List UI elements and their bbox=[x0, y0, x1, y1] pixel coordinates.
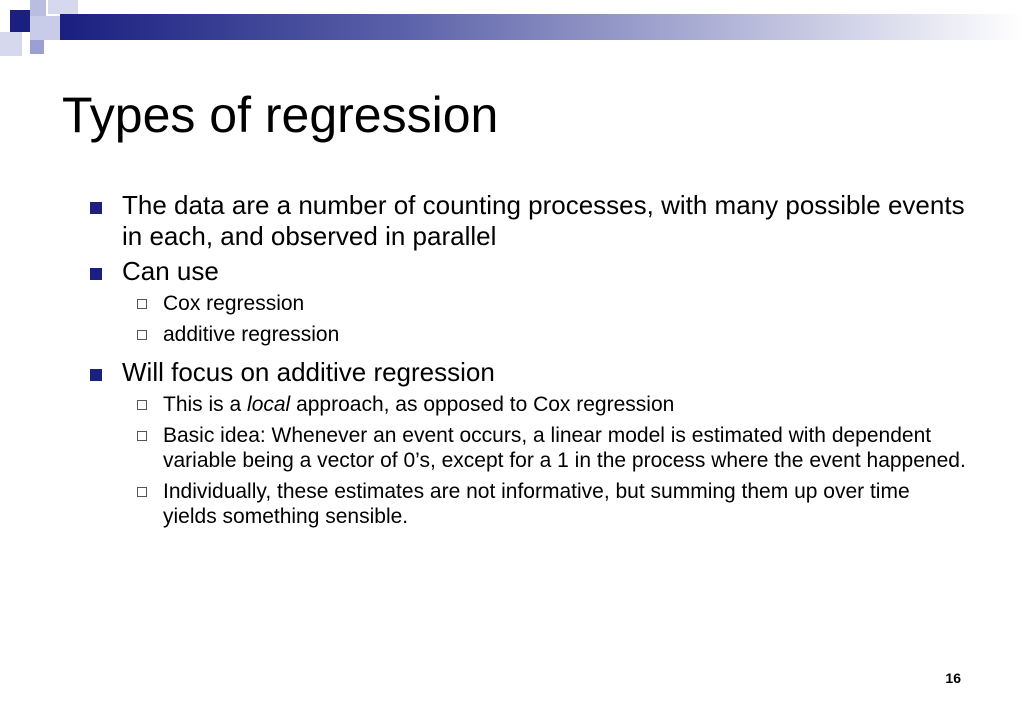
slide-content bbox=[86, 190, 966, 535]
square-bullet-icon bbox=[90, 369, 102, 381]
bullet-item bbox=[86, 256, 966, 287]
sub-bullet-text: Cox regression bbox=[163, 292, 305, 315]
decor-square bbox=[30, 16, 60, 40]
sub-bullet-text: Individually, these estimates are not informative, but summing them up over time yields something sensible. bbox=[163, 480, 910, 528]
slide-title: Types of regression bbox=[62, 87, 499, 143]
hollow-square-bullet-icon bbox=[137, 400, 147, 410]
bullet-text: Can use bbox=[122, 256, 219, 286]
bullet-item bbox=[86, 190, 966, 252]
emphasis-text: local bbox=[247, 393, 291, 416]
header-gradient-bar bbox=[60, 14, 1023, 40]
hollow-square-bullet-icon bbox=[137, 487, 147, 497]
bullet-text: The data are a number of counting processes, with many possible events in each, and observed in parallel bbox=[122, 190, 965, 251]
sub-bullet-text: Basic idea: Whenever an event occurs, a linear model is estimated with dependent variable being a vector of 0’s, except for a 1 in the process where the event happened. bbox=[163, 424, 966, 472]
sub-bullet-item bbox=[86, 322, 966, 347]
bullet-text: Will focus on additive regression bbox=[122, 357, 495, 387]
sub-bullet-text-after: approach, as opposed to Cox regression bbox=[290, 393, 675, 416]
square-bullet-icon bbox=[90, 268, 102, 280]
sub-bullet-text-before: This is a bbox=[163, 393, 248, 416]
decor-square bbox=[10, 10, 32, 32]
decor-square bbox=[48, 0, 78, 14]
page-number: 16 bbox=[945, 670, 961, 686]
decor-square bbox=[0, 32, 22, 56]
header-decoration bbox=[0, 0, 1023, 60]
hollow-square-bullet-icon bbox=[137, 299, 147, 309]
decor-square bbox=[30, 40, 44, 54]
sub-bullet-item bbox=[86, 392, 966, 417]
square-bullet-icon bbox=[90, 202, 102, 214]
sub-bullet-item bbox=[86, 423, 966, 473]
bullet-item bbox=[86, 357, 966, 388]
sub-bullet-item bbox=[86, 291, 966, 316]
sub-bullet-item bbox=[86, 479, 966, 529]
sub-bullet-text: additive regression bbox=[163, 323, 340, 346]
decor-square bbox=[30, 0, 46, 16]
hollow-square-bullet-icon bbox=[137, 431, 147, 441]
hollow-square-bullet-icon bbox=[137, 330, 147, 340]
